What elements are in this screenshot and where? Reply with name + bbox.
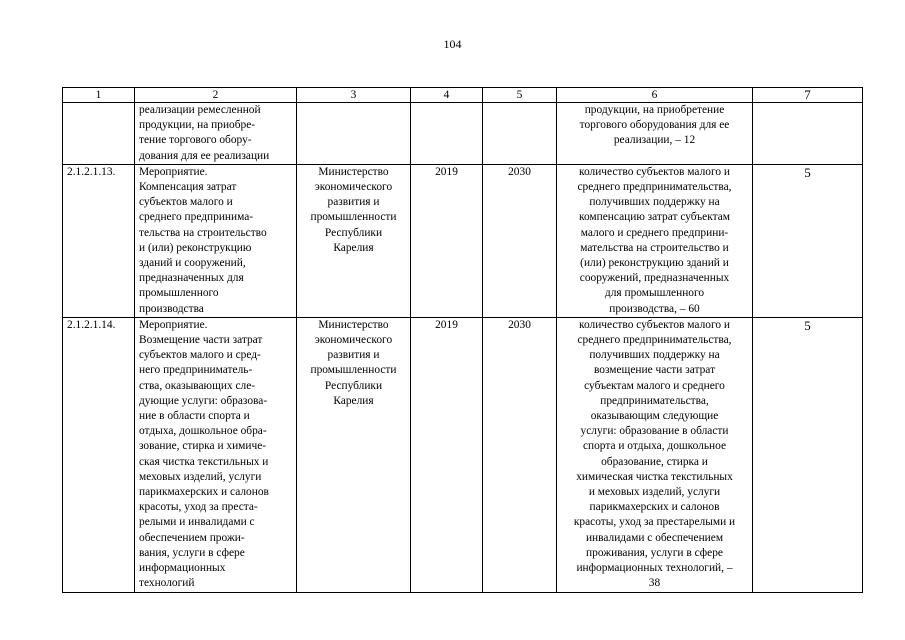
table-row xyxy=(63,103,863,165)
table-row xyxy=(63,164,863,317)
start-year: 2019 xyxy=(411,164,483,317)
table-row xyxy=(63,317,863,592)
executor: Министерство экономического развития и промышленности Республики Карелия xyxy=(297,317,411,592)
measure-description: реализации ремесленной продукции, на приобре- тение торгового обору- дования для ее реализации xyxy=(135,103,297,165)
executor: Министерство экономического развития и промышленности Республики Карелия xyxy=(297,164,411,317)
target-value: 5 xyxy=(753,164,863,317)
column-header: 2 xyxy=(135,88,297,103)
column-header: 1 xyxy=(63,88,135,103)
target-value xyxy=(753,103,863,165)
target-value: 5 xyxy=(753,317,863,592)
end-year: 2030 xyxy=(483,317,557,592)
indicator: количество субъектов малого и среднего предпринимательства, получивших поддержку на компенсацию затрат субъектам малого и среднего предприни- мательства на строительство и (или) реконструкцию зданий и сооружений, предназначенных для промышленного производства, – 60 xyxy=(557,164,753,317)
measure-code xyxy=(63,103,135,165)
measure-description: Мероприятие. Возмещение части затрат субъектов малого и сред- него предприниматель- ства, оказывающих сле- дующие услуги: образова- ние в области спорта и отдыха, дошкольное обра- зование, стирка и химиче- ская чистка текстильных и меховых изделий, услуги парикмахерских и салонов красоты, уход за преста- релыми и инвалидами с обеспечением прожи- вания, услуги в сфере информационных технологий xyxy=(135,317,297,592)
page-number: 104 xyxy=(443,37,462,51)
column-header: 6 xyxy=(557,88,753,103)
column-header: 3 xyxy=(297,88,411,103)
column-header: 7 xyxy=(753,88,863,103)
indicator: продукции, на приобретение торгового оборудования для ее реализации, – 12 xyxy=(557,103,753,165)
end-year: 2030 xyxy=(483,164,557,317)
start-year xyxy=(411,103,483,165)
measure-code: 2.1.2.1.14. xyxy=(63,317,135,592)
start-year: 2019 xyxy=(411,317,483,592)
executor xyxy=(297,103,411,165)
column-header: 5 xyxy=(483,88,557,103)
header-row xyxy=(63,88,863,103)
end-year xyxy=(483,103,557,165)
measure-code: 2.1.2.1.13. xyxy=(63,164,135,317)
indicator: количество субъектов малого и среднего предпринимательства, получивших поддержку на возмещение части затрат субъектам малого и среднего предпринимательства, оказывающим следующие услуги: образование в области спорта и отдыха, дошкольное образование, стирка и химическая чистка текстильных и меховых изделий, услуги парикмахерских и салонов красоты, уход за престарелыми и инвалидами с обеспечением проживания, услуги в сфере информационных технологий, – 38 xyxy=(557,317,753,592)
column-header: 4 xyxy=(411,88,483,103)
measures-table xyxy=(62,87,863,593)
measure-description: Мероприятие. Компенсация затрат субъектов малого и среднего предпринима- тельства на строительство и (или) реконструкцию зданий и сооружений, предназначенных для промышленного производства xyxy=(135,164,297,317)
